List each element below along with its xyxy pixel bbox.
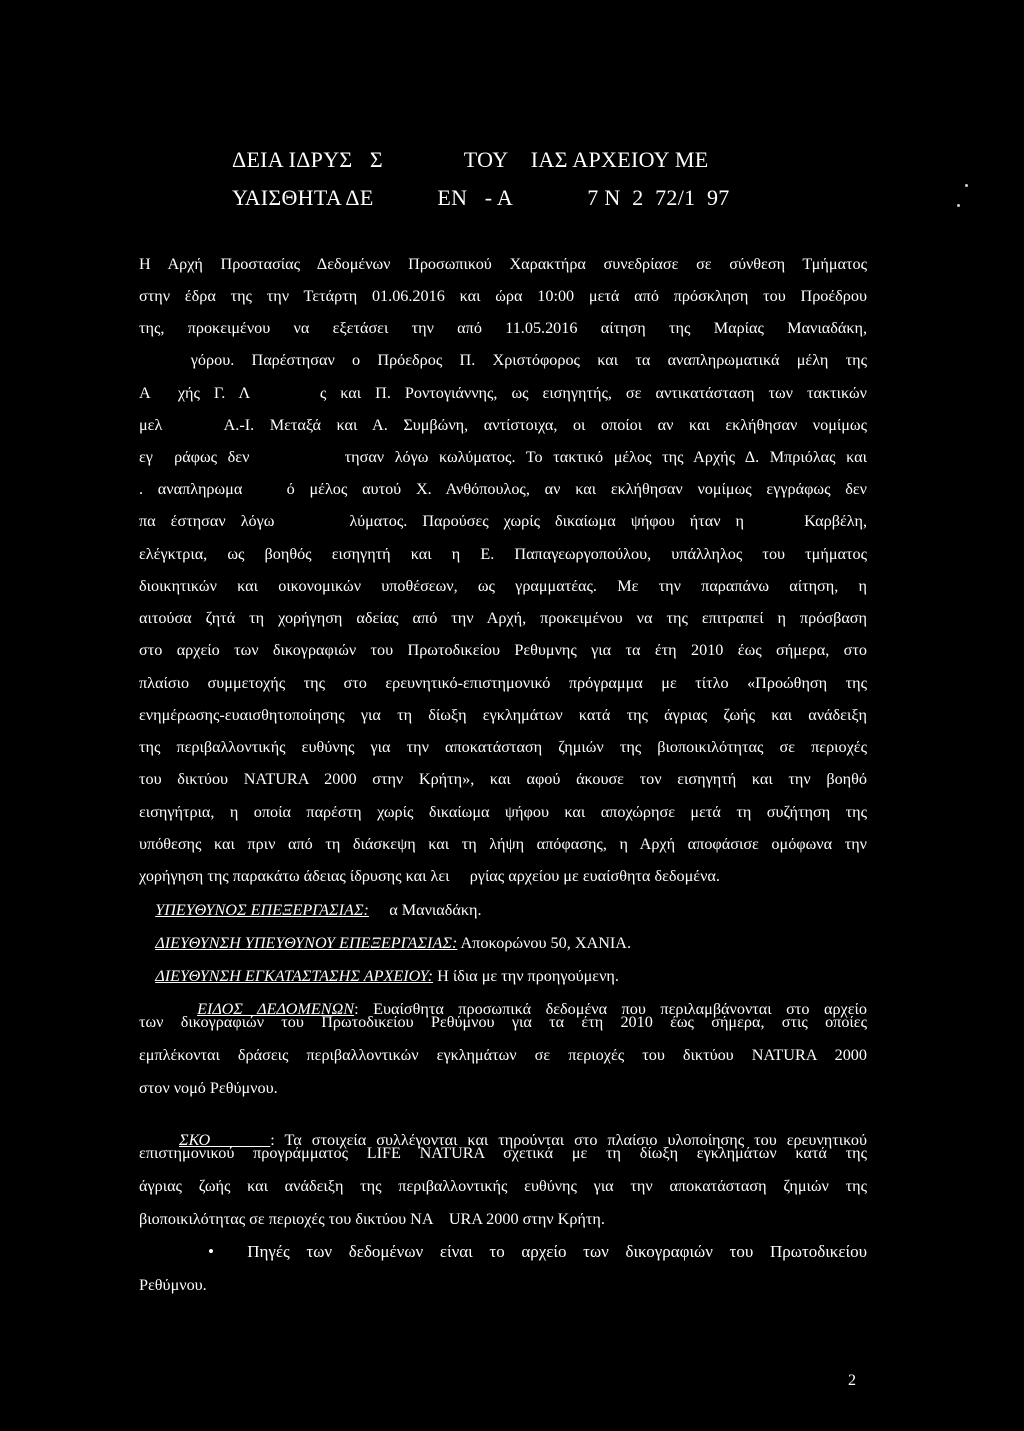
- paragraph-line: χορήγηση της παρακάτω άδειας ίδρυσης και λει ργίας αρχείου με ευαίσθητα δεδομένα.: [139, 867, 720, 885]
- skopos-line-4: βιοποικιλότητας σε περιοχές του δικτύου ΝΑ URA 2000 στην Κρήτη.: [139, 1210, 605, 1228]
- paragraph-line: πα έστησαν λόγω λύματος. Παρούσες χωρίς δικαίωμα ψήφου ήταν η Καρβέλη,: [139, 512, 867, 530]
- paragraph-line: εγ ράφως δεν τησαν λόγω κωλύματος. Το τακτικό μέλος της Αρχής Δ. Μπριόλας και: [139, 448, 867, 466]
- paragraph-line: του δικτύου NATURA 2000 στην Κρήτη», και αφού άκουσε τον εισηγητή και την βοηθό: [139, 770, 867, 788]
- eidos-line-2: των δικογραφιών του Πρωτοδικείου Ρεθύμνου για τα έτη 2010 έως σήμερα, στις οποίες: [139, 1013, 867, 1031]
- field-label: ΔΙΕΥΘΥΝΣΗ ΕΓΚΑΤΑΣΤΑΣΗΣ ΑΡΧΕΙΟΥ:: [155, 967, 434, 985]
- field-label: ΥΠΕΥΘΥΝΟΣ ΕΠΕΞΕΡΓΑΣΙΑΣ:: [155, 901, 369, 919]
- paragraph-line: Α χής Γ. Λ ς και Π. Ροντογιάννης, ως εισηγητής, σε αντικατάσταση των τακτικών: [139, 384, 867, 402]
- eidos-line-4: στον νομό Ρεθύμνου.: [139, 1079, 278, 1097]
- field-value: Η ίδια με την προηγούμενη.: [433, 967, 619, 985]
- skopos-line-1: ΣΚΟ : Τα στοιχεία συλλέγονται και τηρούνται στο πλαίσιο υλοποίησης του ερευνητικού: [179, 1131, 867, 1149]
- paragraph-line: στην έδρα της την Τετάρτη 01.06.2016 και ώρα 10:00 μετά από πρόσκληση του Προέδρου: [139, 287, 867, 305]
- paragraph-line: της, προκειμένου να εξετάσει την από 11.05.2016 αίτηση της Μαρίας Μανιαδάκη,: [139, 319, 867, 337]
- skopos-line-3: άγριας ζωής και ανάδειξη της περιβαλλοντικής ευθύνης για την αποκατάσταση ζημιών της: [139, 1177, 867, 1195]
- heading-line-1: ΔΕΙΑ ΙΔΡΥΣ Σ ΤΟΥ ΙΑΣ ΑΡΧΕΙΟΥ ΜΕ: [232, 147, 709, 172]
- paragraph-line: διοικητικών και οικονομικών υποθέσεων, ως γραμματέας. Με την παραπάνω αίτηση, η: [139, 577, 867, 595]
- paragraph-line: υπόθεσης και πριν από τη διάσκεψη και τη λήψη απόφασης, η Αρχή αποφάσισε ομόφωνα την: [139, 835, 867, 853]
- heading-line-2: ΥΑΙΣΘΗΤΑ ΔΕ ΕΝ - Α 7 Ν 2 72/1 97: [232, 185, 730, 210]
- eidos-label: ΕΙΔΟΣ ΔΕΔΟΜΕΝΩΝ: [197, 1000, 355, 1018]
- field-value: Αποκορώνου 50, ΧΑΝΙΑ.: [457, 934, 632, 952]
- skopos-label: ΣΚΟ: [179, 1131, 271, 1149]
- scan-speck: [957, 204, 960, 207]
- page-number: 2: [848, 1372, 856, 1389]
- paragraph-line: αιτούσα ζητά τη χορήγηση αδείας από την Αρχή, προκειμένου να της επιτραπεί η πρόσβαση: [139, 609, 867, 627]
- eidos-line-3: εμπλέκονται δράσεις περιβαλλοντικών εγκλημάτων σε περιοχές του δικτύου NATURA 2000: [139, 1046, 867, 1064]
- sources-line-2: Ρεθύμνου.: [139, 1276, 207, 1294]
- field-label: ΔΙΕΥΘΥΝΣΗ ΥΠΕΥΘΥΝΟΥ ΕΠΕΞΕΡΓΑΣΙΑΣ:: [155, 934, 458, 952]
- paragraph-line: στο αρχείο των δικογραφιών του Πρωτοδικείου Ρεθυμνης για τα έτη 2010 έως σήμερα, στο: [139, 641, 867, 659]
- paragraph-line: ελέγκτρια, ως βοηθός εισηγητή και η Ε. Παπαγεωργοπούλου, υπάλληλος του τμήματος: [139, 545, 867, 563]
- paragraph-line: . αναπληρωμα ό μέλος αυτού Χ. Ανθόπουλος, αν και εκλήθησαν νομίμως εγγράφως δεν: [139, 480, 867, 498]
- skopos-line-2: επιστημονικού προγράμματος LIFE NATURA σχετικά με τη δίωξη εγκλημάτων κατά της: [139, 1144, 867, 1162]
- paragraph-line: εισηγήτρια, η οποία παρέστη χωρίς δικαίωμα ψήφου και αποχώρησε μετά τη συζήτηση της: [139, 803, 867, 821]
- scan-speck: [965, 184, 968, 187]
- paragraph-line: ενημέρωσης-ευαισθητοποίησης για τη δίωξη εγκλημάτων κατά της άγριας ζωής και ανάδειξη: [139, 706, 867, 724]
- eidos-line-1: ΕΙΔΟΣ ΔΕΔΟΜΕΝΩΝ: Ευαίσθητα προσωπικά δεδομένα που περιλαμβάνονται στο αρχείο: [197, 1000, 867, 1018]
- field-value: α Μανιαδάκη.: [368, 901, 482, 919]
- paragraph-line: Η Αρχή Προστασίας Δεδομένων Προσωπικού Χαρακτήρα συνεδρίασε σε σύνθεση Τμήματος: [139, 255, 867, 273]
- sources-line-1: • Πηγές των δεδομένων είναι το αρχείο των δικογραφιών του Πρωτοδικείου: [208, 1242, 867, 1261]
- paragraph-line: μελ Α.-Ι. Μεταξά και Α. Συμβώνη, αντίστοιχα, οι οποίοι αν και εκλήθησαν νομίμως: [139, 416, 867, 434]
- paragraph-line: της περιβαλλοντικής ευθύνης για την αποκατάσταση ζημιών της βιοποικιλότητας σε περιοχές: [139, 738, 867, 756]
- paragraph-line: γόρου. Παρέστησαν ο Πρόεδρος Π. Χριστόφορος και τα αναπληρωματικά μέλη της: [139, 351, 867, 369]
- paragraph-line: πλαίσιο συμμετοχής της στο ερευνητικό-επιστημονικό πρόγραμμα με τίτλο «Προώθηση της: [139, 674, 867, 692]
